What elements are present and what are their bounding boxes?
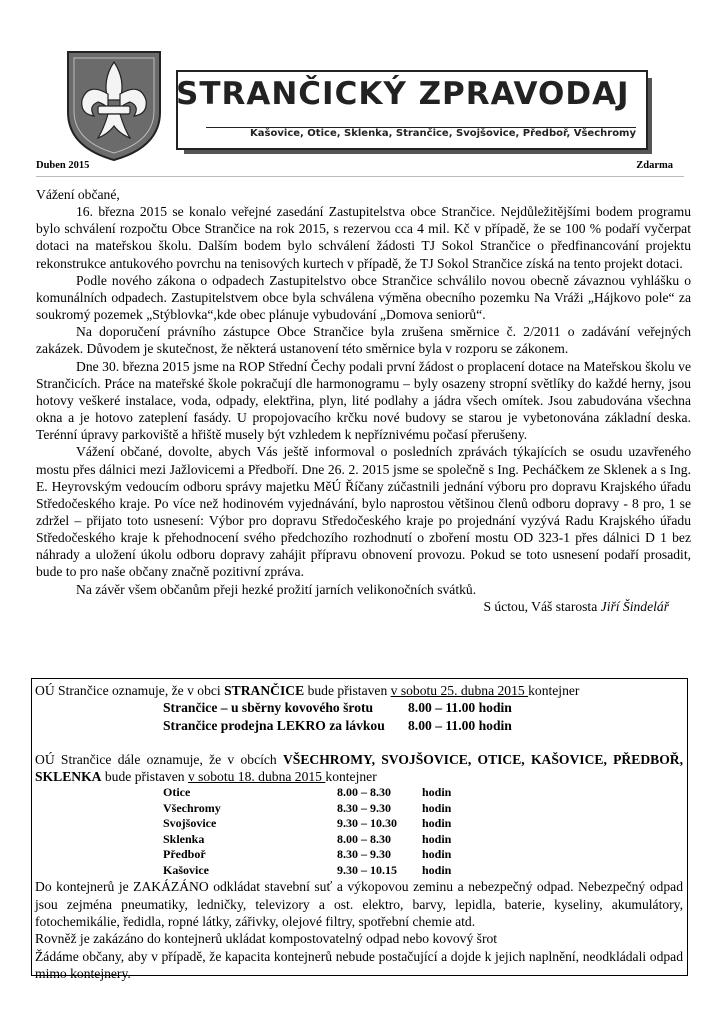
schedule-place: Kašovice — [163, 862, 209, 877]
stop-place: Strančice prodejna LEKRO za lávkou — [163, 717, 385, 733]
letter-signature-line — [36, 598, 691, 615]
stop-place: Strančice – u sběrny kovového šrotu — [163, 700, 374, 716]
schedule-time: 8.00 – 8.30 — [337, 831, 391, 846]
schedule-time: 9.30 – 10.15 — [337, 862, 397, 877]
notice-text: kontejner — [528, 683, 580, 698]
mayor-letter — [36, 186, 691, 615]
letter-greeting: Vážení občané, — [36, 187, 120, 202]
schedule-unit: hodin — [422, 800, 452, 815]
schedule-place: Všechromy — [163, 800, 221, 815]
schedule-unit: hodin — [422, 847, 452, 862]
masthead-title: STRANČICKÝ ZPRAVODAJ — [176, 76, 630, 112]
letter-paragraph: Vážení občané, dovolte, abych Vás ještě informoval o posledních zprávách týkajících se osudu uzavřeného mostu přes dálnici mezi Jažlovicemi a Předboří. Dne 26. 2. 2015 jsme se společně s Ing. Pecháčkem ze Sklenek a s Ing. E. Heyrovským vedoucím odboru správy majetku MěÚ Říčany zúčastnili jednání výboru pro dopravu Krajského úřadu Středočeského kraje. Po více než hodinovém vyjednávání, bylo naprostou většinou členů odboru dopravy - 8 pro, 1 se zdržel – přijato toto usnesení: Výbor pro dopravu Středočeského kraje po projednání vyzývá Radu Krajského úřadu Středočeského kraje k přehodnocení svého předchozího rozhodnutí o zboření mostu OD 323-1 přes dálnici D 1 bez náhrady a uložení úkolu odboru dopravy zahájit přípravu obnovení provozu. Pokud se toto usnesení podaří prosadit, bude to pro naše občany značně pozitivní zpráva. — [36, 444, 691, 580]
notice-text: OÚ Strančice dále oznamuje, že v obcích — [35, 751, 283, 767]
notice-footer: Žádáme občany, aby v případě, že kapacita kontejnerů nebude postačující a dojde k jejich naplnění, neodkládali odpad mimo kontejnery. — [35, 948, 683, 981]
masthead — [58, 42, 646, 162]
schedule-unit: hodin — [422, 862, 452, 877]
notice-line-1 — [35, 682, 687, 699]
header-rule — [36, 176, 684, 177]
schedule-time: 8.30 – 9.30 — [337, 847, 391, 862]
schedule-unit: hodin — [422, 831, 452, 846]
notice-village: STRANČICE — [224, 683, 305, 698]
notice-text: OÚ Strančice oznamuje, že v obci — [35, 683, 225, 698]
notice-footer: Rovněž je zakázáno do kontejnerů ukládat kompostovatelný odpad nebo kovový šrot — [35, 931, 498, 947]
schedule-time: 8.00 – 8.30 — [337, 785, 391, 800]
notice-date: v sobotu 18. dubna 2015 — [187, 769, 326, 785]
schedule-unit: hodin — [422, 816, 452, 831]
stop-row — [35, 699, 687, 716]
schedule-place: Svojšovice — [163, 816, 217, 831]
schedule-table — [35, 785, 687, 878]
issue-price: Zdarma — [636, 160, 673, 171]
schedule-unit: hodin — [422, 785, 452, 800]
notice-text: bude přistaven — [304, 683, 391, 698]
schedule-row — [35, 847, 687, 863]
letter-paragraph: Na závěr všem občanům přeji hezké prožití jarních velikonočních svátků. — [76, 581, 477, 597]
letter-paragraph: Podle nového zákona o odpadech Zastupitelstvo obce Strančice schválilo novou obecně závaznou vyhlášku o komunálních odpadech. Zastupitelstvem obce byla schválena výměna obecního pozemku Na Vráži „Hájkovo pole“ za soukromý pozemek „Stýblovka“,kde obec plánuje vybudování „Domova seniorů“. — [36, 272, 691, 323]
schedule-place: Otice — [163, 785, 191, 800]
container-notice — [31, 678, 688, 981]
letter-paragraph: 16. března 2015 se konalo veřejné zasedání Zastupitelstva obce Strančice. Nejdůležitějšími bodem programu bylo schválení rozpočtu Obce Strančice na rok 2015, s rezervou cca 4 mil. Kč v případě, že se 100 % podaří vyčerpat dotaci na mateřskou školu. Dalším bodem bylo schválení žádosti TJ Sokol Strančice o předfinancování projektu rekonstrukce antukového povrchu na tenisových kurtech v případě, že TJ Sokol Strančice získá na tento projekt dotaci. — [36, 204, 691, 271]
stop-time: 8.00 – 11.00 hodin — [408, 700, 512, 716]
mayor-name: Jiří Šindelář — [600, 598, 669, 614]
notice-text: bude přistaven — [101, 769, 188, 785]
schedule-time: 9.30 – 10.30 — [337, 816, 397, 831]
coat-of-arms-icon — [58, 42, 170, 162]
schedule-place: Předboř — [163, 847, 206, 862]
notice-footer: Do kontejnerů je ZAKÁZÁNO odkládat stavební suť a výkopovou zeminu a nebezpečný odpad. Nebezpečný odpad jsou zejména pneumatiky, ledničky, televizory a ost. elektro, barvy, lepidla, baterie, kyseliny, akumulátory, fotochemikálie, ředidla, ropné látky, zářivky, olejové filtry, spotřební chemie atd. — [35, 879, 683, 930]
letter-closing: S úctou, Váš starosta — [483, 598, 601, 614]
notice-villages: VŠECHROMY, SVOJŠOVICE, OTICE, KAŠOVICE, PŘEDBOŘ, SKLENKA — [35, 751, 683, 785]
spacer — [35, 734, 687, 751]
issue-date: Duben 2015 — [36, 160, 90, 171]
masthead-subtitle: Kašovice, Otice, Sklenka, Strančice, Svojšovice, Předboř, Všechromy — [250, 128, 636, 139]
stop-time: 8.00 – 11.00 hodin — [408, 717, 512, 733]
schedule-row — [35, 785, 687, 801]
letter-paragraph: Na doporučení právního zástupce Obce Strančice byla zrušena směrnice č. 2/2011 o zadávání veřejných zakázek. Důvodem je skutečnost, že některá ustanovení této směrnice byla v rozporu se zákonem. — [36, 324, 691, 357]
notice-date: v sobotu 25. dubna 2015 — [390, 683, 529, 698]
letter-paragraph: Dne 30. března 2015 jsme na ROP Střední Čechy podali první žádost o proplacení dotace na Mateřskou školu ve Strančicích. Práce na mateřské škole pokračují dle harmonogramu – byly osazeny stropní světlíky do každé herny, jsou hotovy veškeré instalace, voda, odpady, elektřina, plyn, lité podlahy a jádra všech omítek. Jsou zabudována všechna okna a je hotovo zateplení fasády. U propojovacího krčku nové budovy se starou je vybetonována základní deska. Terénní úpravy parkoviště a hřiště musely být vzhledem k nepříznivému počasí přerušeny. — [36, 358, 691, 443]
notice-text: kontejner — [325, 769, 377, 785]
schedule-row — [35, 801, 687, 817]
stop-row — [35, 717, 687, 734]
schedule-place: Sklenka — [163, 831, 205, 846]
schedule-row — [35, 816, 687, 832]
notice-line-2 — [35, 751, 687, 786]
schedule-time: 8.30 – 9.30 — [337, 800, 391, 815]
schedule-row — [35, 863, 687, 879]
schedule-row — [35, 832, 687, 848]
